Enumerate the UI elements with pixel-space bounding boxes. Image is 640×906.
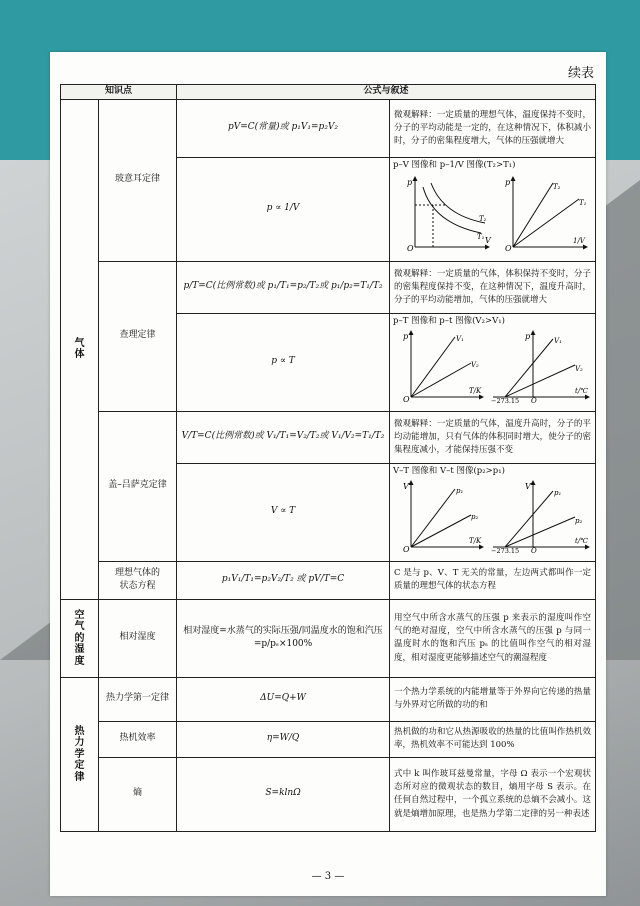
formula-efficiency: η=W/Q [177, 721, 390, 757]
header-formula: 公式与叙述 [177, 85, 596, 100]
axis-label-v: V [403, 481, 409, 491]
line-label-p2b: p₂ [575, 516, 583, 525]
proportional-gaylussac: V ∝ T [177, 463, 390, 561]
formula-charles: p/T=C(比例常数)或 p₁/T₁=p₂/T₂或 p₁/p₂=T₁/T₂ [177, 261, 390, 313]
proportional-boyle: p ∝ 1/V [177, 157, 390, 261]
axis-label-t: T/K [469, 386, 482, 395]
graph-title-charles: p–T 图像和 p–t 图像(V₂>V₁) [393, 315, 505, 326]
formula-gaylussac: V/T=C(比例常数)或 V₁/T₁=V₂/T₂或 V₁/V₂=T₁/T₂ [177, 411, 390, 463]
table-row [61, 599, 596, 677]
origin-label2: O [531, 396, 537, 403]
origin-label2: O [531, 546, 537, 553]
law-humidity: 相对湿度 [99, 599, 177, 677]
origin-label: O [407, 243, 414, 251]
axis-label-t: T/K [469, 536, 482, 545]
line-label-v1: V₁ [456, 334, 464, 343]
law-first: 热力学第一定律 [99, 677, 177, 721]
neg-temp-label: −273.15 [491, 396, 520, 403]
formula-ideal: p₁V₁/T₁=p₂V₂/T₂ 或 pV/T=C [177, 561, 390, 599]
table-row [61, 721, 596, 757]
line-label-t1: T₁ [579, 198, 587, 207]
graph-charles [390, 313, 596, 411]
axis-label-p2: p [525, 331, 531, 341]
origin-label: O [403, 394, 410, 403]
category-humidity: 空 气 的 湿 度 [61, 599, 99, 677]
formula-table [60, 84, 596, 832]
desc-entropy: 式中 k 叫作玻耳兹曼常量，字母 Ω 表示一个宏观状态所对应的微观状态的数目，熵用字母 S 表示。在任何自然过程中，一个孤立系统的总熵不会减小。这就是熵增加原理，也是热力学第二定律的另一种表述 [390, 757, 596, 831]
table-row [61, 99, 596, 157]
law-ideal: 理想气体的 状态方程 [99, 561, 177, 599]
axis-label-t2: t/℃ [575, 536, 589, 545]
category-thermo: 热 力 学 定 律 [61, 677, 99, 831]
desc-charles: 微观解释：一定质量的气体，体积保持不变时，分子的密集程度保持不变，在这种情况下，温度升高时，分子的平均动能增加，气体的压强就增大 [390, 261, 596, 313]
axis-label-t2: t/℃ [575, 386, 589, 395]
table-row [61, 411, 596, 463]
law-boyle: 玻意耳定律 [99, 99, 177, 261]
desc-gaylussac: 微观解释：一定质量的气体，温度升高时，分子的平均动能增加，只有气体的体积同时增大，使分子的密集程度减小，才能保持压强不变 [390, 411, 596, 463]
graph-boyle [390, 157, 596, 261]
law-gaylussac: 盖–吕萨克定律 [99, 411, 177, 561]
page [50, 52, 606, 896]
formula-entropy: S=klnΩ [177, 757, 390, 831]
law-charles: 查理定律 [99, 261, 177, 411]
line-label-p1: p₁ [456, 486, 464, 495]
continued-label: 续表 [567, 66, 594, 81]
axis-label-v: V [485, 235, 491, 245]
table-row [61, 261, 596, 313]
page-number: — 3 — [311, 871, 345, 882]
graph-gaylussac [390, 463, 596, 561]
line-label-p1b: p₁ [554, 488, 562, 497]
origin-label2: O [505, 243, 512, 251]
graph-title-boyle: p–V 图像和 p–1/V 图像(T₂>T₁) [393, 159, 516, 170]
neg-temp-label: −273.15 [491, 546, 520, 553]
axis-label-v2: V [525, 481, 531, 491]
boyle-graphs [393, 171, 593, 251]
line-label-t2: T₂ [553, 182, 561, 191]
desc-efficiency: 热机做的功和它从热源吸收的热量的比值叫作热机效率，热机效率不可能达到 100% [390, 721, 596, 757]
curve-label-t1: T₁ [477, 232, 485, 241]
graph-title-gaylussac: V–T 图像和 V–t 图像(p₂>p₁) [393, 465, 505, 476]
table-header-row [61, 85, 596, 100]
proportional-charles: p ∝ T [177, 313, 390, 411]
formula-humidity: 相对湿度=水蒸气的实际压强/同温度水的饱和汽压=p/pₛ×100% [177, 599, 390, 677]
law-entropy: 熵 [99, 757, 177, 831]
desc-boyle: 微观解释：一定质量的理想气体，温度保持不变时，分子的平均动能是一定的，在这种情况下，体积减小时，分子的密集程度增大，气体的压强就增大 [390, 99, 596, 157]
desc-ideal: C 是与 p、V、T 无关的常量，左边两式都叫作一定质量的理想气体的状态方程 [390, 561, 596, 599]
charles-graphs [393, 327, 593, 403]
table-row [61, 561, 596, 599]
table-row [61, 677, 596, 721]
line-label-v2: V₂ [471, 360, 479, 369]
line-label-p2: p₂ [471, 512, 479, 521]
axis-label-p2: p [505, 177, 511, 187]
law-efficiency: 热机效率 [99, 721, 177, 757]
formula-boyle: pV=C(常量)或 p₁V₁=p₂V₂ [177, 99, 390, 157]
desc-first: 一个热力学系统的内能增量等于外界向它传递的热量与外界对它所做的功的和 [390, 677, 596, 721]
table-row [61, 757, 596, 831]
line-label-v1b: V₁ [554, 336, 562, 345]
line-label-v2b: V₂ [575, 364, 583, 373]
axis-label-p: p [403, 331, 409, 341]
curve-label-t2: T₂ [479, 214, 487, 223]
axis-label-p: p [407, 177, 413, 187]
axis-label-inv-v: 1/V [573, 236, 585, 245]
category-gas: 气 体 [61, 99, 99, 599]
desc-humidity: 用空气中所含水蒸气的压强 p 来表示的湿度叫作空气的绝对湿度，空气中所含水蒸气的压强 p 与同一温度时水的饱和汽压 pₛ 的比值叫作空气的相对湿度，相对湿度更能够描述空气的潮湿程度 [390, 599, 596, 677]
formula-first: ΔU=Q+W [177, 677, 390, 721]
gaylussac-graphs [393, 477, 593, 553]
origin-label: O [403, 544, 410, 553]
header-knowledge: 知识点 [61, 85, 177, 100]
